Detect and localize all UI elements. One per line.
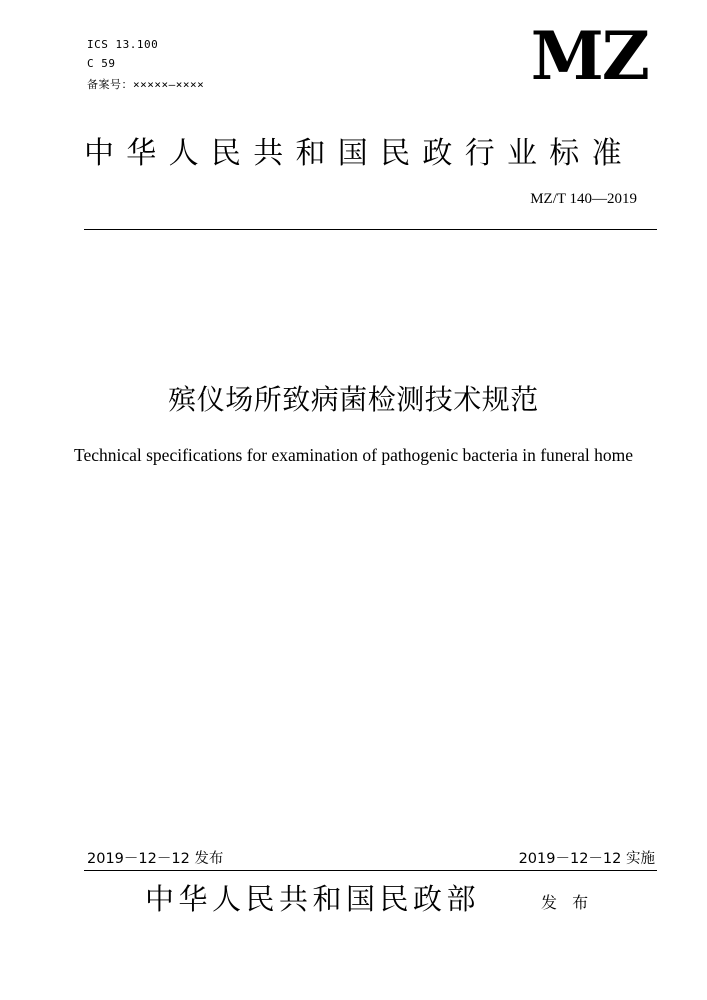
issuing-authority: 中华人民共和国民政部 — [145, 882, 481, 916]
ics-code: ICS 13.100 — [87, 38, 159, 51]
issue-date: 2019－12－12 发布 — [87, 851, 224, 867]
mz-logo: MZ — [530, 17, 648, 95]
standard-category-title: 中华人民共和国民政行业标准 — [84, 136, 634, 171]
standard-number: MZ/T 140—2019 — [530, 191, 637, 207]
document-title-english: Technical specifications for examination of pathogenic bacteria in funeral home — [73, 445, 634, 465]
header-divider — [84, 229, 657, 230]
implementation-date: 2019－12－12 实施 — [518, 851, 655, 867]
filing-number: 备案号：×××××—×××× — [87, 78, 205, 91]
footer-divider — [84, 870, 657, 871]
ccs-code: C 59 — [87, 57, 116, 70]
document-title-chinese: 殡仪场所致病菌检测技术规范 — [168, 383, 539, 416]
issue-label: 发 布 — [541, 893, 594, 912]
